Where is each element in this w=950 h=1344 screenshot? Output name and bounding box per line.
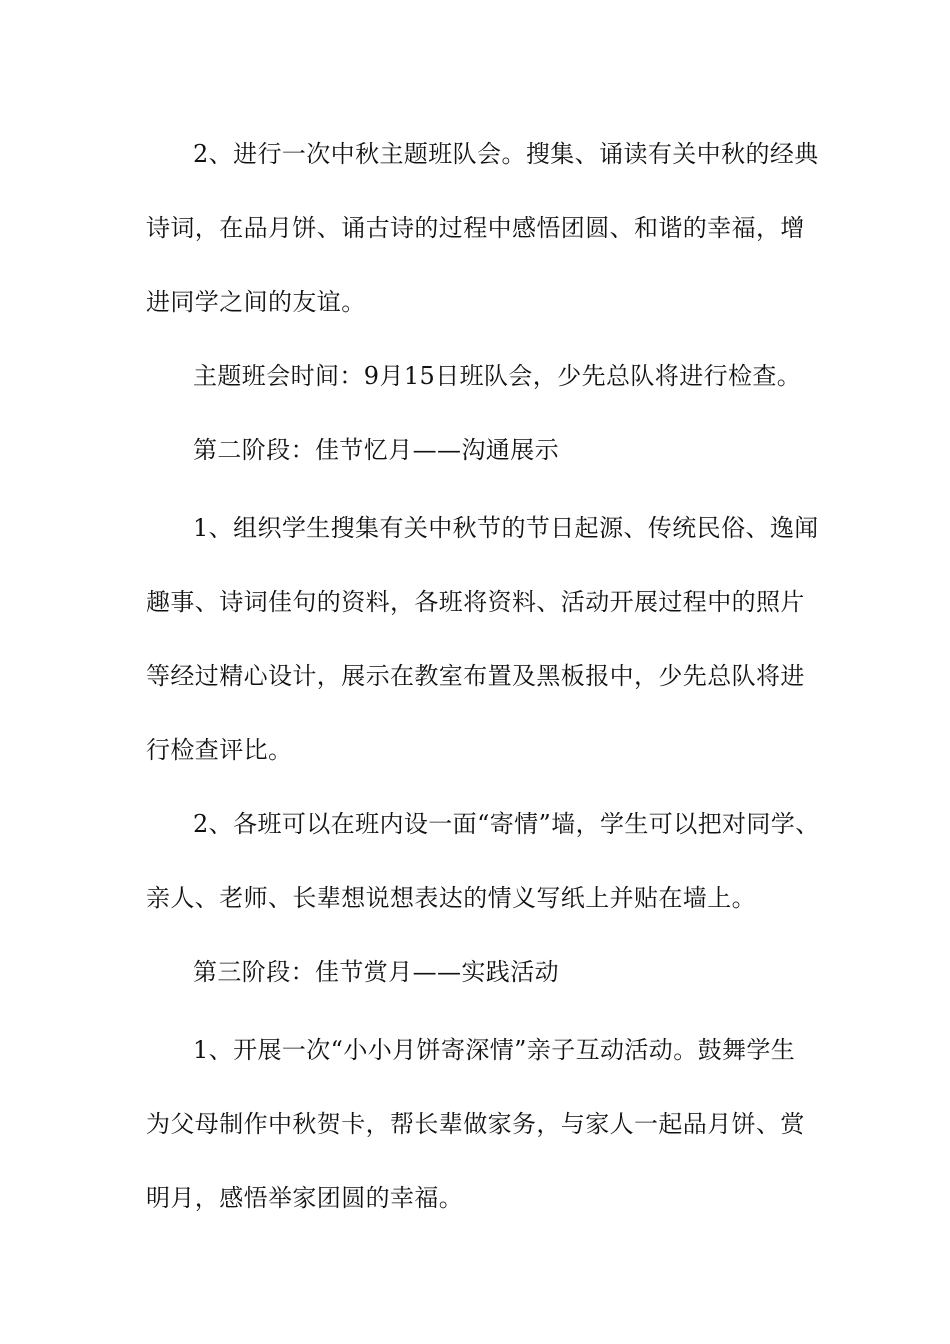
paragraph-line: 1、开展一次“小小月饼寄深情”亲子互动活动。鼓舞学生	[193, 1036, 796, 1064]
paragraph-line: 主题班会时间：9月15日班队会，少先总队将进行检查。	[193, 362, 802, 390]
paragraph-line: 进同学之间的友谊。	[146, 288, 366, 316]
paragraph-line: 诗词，在品月饼、诵古诗的过程中感悟团圆、和谐的幸福，增	[146, 214, 805, 242]
paragraph-line: 1、组织学生搜集有关中秋节的节日起源、传统民俗、逸闻	[193, 514, 819, 542]
paragraph-line: 为父母制作中秋贺卡，帮长辈做家务，与家人一起品月饼、赏	[146, 1110, 805, 1138]
paragraph-line: 2、进行一次中秋主题班队会。搜集、诵读有关中秋的经典	[193, 140, 819, 168]
paragraph-line: 明月，感悟举家团圆的幸福。	[146, 1184, 464, 1212]
paragraph-line: 亲人、老师、长辈想说想表达的情义写纸上并贴在墙上。	[146, 884, 756, 912]
paragraph-line: 2、各班可以在班内设一面“寄情”墙，学生可以把对同学、	[193, 810, 820, 838]
paragraph-line: 趣事、诗词佳句的资料，各班将资料、活动开展过程中的照片	[146, 588, 805, 616]
section-heading: 第二阶段：佳节忆月——沟通展示	[193, 436, 559, 464]
section-heading: 第三阶段：佳节赏月——实践活动	[193, 958, 559, 986]
paragraph-line: 等经过精心设计，展示在教室布置及黑板报中，少先总队将进	[146, 662, 805, 690]
paragraph-line: 行检查评比。	[146, 736, 293, 764]
